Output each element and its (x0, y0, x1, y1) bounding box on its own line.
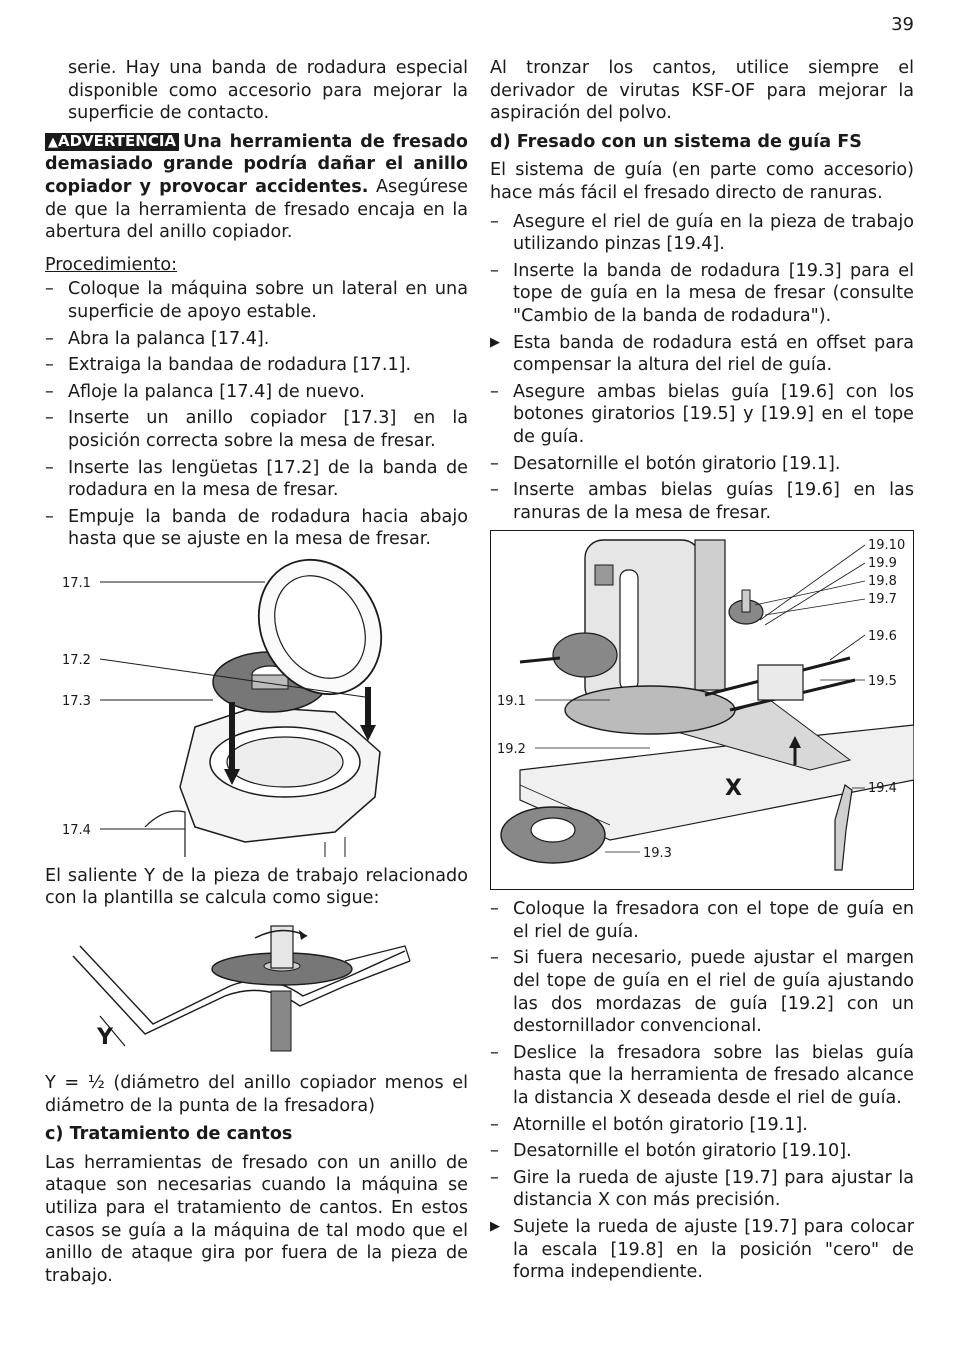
list-item-text: Extraiga la bandaa de rodadura [17.1]. (68, 355, 412, 376)
formula-text: Y = ½ (diámetro del anillo copiador menos el diámetro de la punta de la fresadora) (45, 1073, 468, 1116)
label-19-7: 19.7 (868, 592, 897, 608)
dash-marker: – (45, 355, 54, 376)
label-17-3: 17.3 (62, 693, 91, 709)
list-item-text: Inserte las lengüetas [17.2] de la banda de rodadura en la mesa de fresar. (68, 457, 468, 501)
arrow-bullet-icon: ▶ (490, 1219, 500, 1234)
dash-marker: – (490, 899, 499, 920)
dash-marker: – (45, 457, 54, 478)
list-item-text: Abra la palanca [17.4]. (68, 328, 270, 349)
dash-marker: – (45, 381, 54, 402)
list-item (45, 381, 468, 404)
list-item-text: Empuje la banda de rodadura hacia abajo hasta que se ajuste en la mesa de fresar. (68, 506, 468, 550)
list-item (45, 506, 468, 551)
dash-marker: – (490, 1141, 499, 1162)
list-item (45, 328, 468, 351)
figure-y-projection (45, 916, 468, 1064)
list-item-text: Deslice la fresadora sobre las bielas guía hasta que la herramienta de fresado alcance la distancia X deseada desde el riel de guía. (513, 1042, 914, 1109)
list-item (45, 354, 468, 377)
page-number: 39 (891, 14, 914, 35)
list-item-text: Atornille el botón giratorio [19.1]. (513, 1114, 808, 1135)
label-19-6: 19.6 (868, 629, 897, 645)
label-19-10: 19.10 (868, 538, 906, 554)
list-item-text: Asegure ambas bielas guía [19.6] con los botones giratorios [19.5] y [19.9] en el tope de guía. (513, 381, 914, 447)
label-17-4: 17.4 (62, 822, 91, 838)
dash-marker: – (490, 948, 499, 969)
figure-17-illustration (45, 557, 385, 857)
list-item-text: Sujete la rueda de ajuste [19.7] para colocar la escala [19.8] en la posición "cero" de forma independiente. (513, 1217, 914, 1283)
list-item-text: Inserte ambas bielas guías [19.6] en las ranuras de la mesa de fresar. (513, 480, 914, 523)
right-column (490, 57, 914, 1288)
label-19-3: 19.3 (643, 846, 672, 862)
dash-marker: – (490, 1167, 499, 1188)
dash-marker: – (45, 506, 54, 527)
list-item-text: Coloque la fresadora con el tope de guía en el riel de guía. (513, 899, 914, 942)
label-17-2: 17.2 (62, 652, 91, 668)
dash-marker: – (490, 480, 499, 501)
list-item (490, 332, 914, 377)
list-item (490, 1042, 914, 1110)
figure-19 (490, 530, 914, 890)
label-19-2: 19.2 (497, 742, 526, 758)
label-19-8: 19.8 (868, 574, 897, 590)
dash-marker: – (490, 1042, 499, 1063)
list-item-text: Desatornille el botón giratorio [19.1]. (513, 453, 841, 474)
warning-text: Asegúrese de que la herramienta de fresado encaja en la abertura del anillo copiador. (45, 176, 469, 243)
dash-marker: – (490, 211, 499, 232)
list-item-text: Esta banda de rodadura está en offset para compensar la altura del riel de guía. (513, 332, 914, 376)
list-item (490, 260, 914, 328)
list-item-text: Inserte la banda de rodadura [19.3] para el tope de guía en la mesa de fresar (consulte "Cambio de la banda de rodadura"). (513, 260, 914, 326)
section-c-title: c) Tratamiento de cantos (45, 1124, 293, 1145)
dash-marker: – (490, 260, 499, 281)
guide-system-steps-b (490, 898, 914, 1284)
label-17-1: 17.1 (62, 575, 91, 591)
list-item-text: Gire la rueda de ajuste [19.7] para ajustar la distancia X con más precisión. (513, 1167, 914, 1211)
list-item (45, 407, 468, 452)
dash-marker: – (490, 381, 499, 402)
guide-system-steps-a (490, 211, 914, 525)
arrow-bullet-icon: ▶ (490, 334, 500, 350)
warning-triangle-icon: ▲ (48, 134, 58, 150)
list-item-text: Coloque la máquina sobre un lateral en una superficie de apoyo estable. (68, 279, 468, 322)
label-19-5: 19.5 (868, 674, 897, 690)
list-item-text: Si fuera necesario, puede ajustar el margen del tope de guía en el riel de guía ajustando las dos mordazas de guía [19.2] con un destornillador convencional. (513, 948, 914, 1037)
warning-paragraph (45, 131, 468, 244)
list-item (45, 278, 468, 323)
label-19-1: 19.1 (497, 694, 526, 710)
left-intro: serie. Hay una banda de rodadura especial disponible como accesorio para mejorar la superficie de contacto. (68, 58, 468, 124)
warning-bold-text: Una herramienta de fresado demasiado grande podría dañar el anillo copiador y provocar accidentes. (45, 131, 468, 197)
figure-19-illustration (490, 530, 914, 890)
label-19-9: 19.9 (868, 556, 897, 572)
dash-marker: – (45, 328, 54, 349)
saliente-text: El saliente Y de la pieza de trabajo relacionado con la plantilla se calcula como sigue: (45, 865, 468, 909)
list-item (490, 211, 914, 256)
list-item-text: Desatornille el botón giratorio [19.10]. (513, 1141, 852, 1162)
dash-marker: – (45, 408, 54, 429)
procedure-list (45, 278, 468, 551)
list-item-text: Afloje la palanca [17.4] de nuevo. (68, 381, 365, 402)
list-item (490, 381, 914, 449)
list-item (490, 1114, 914, 1137)
procedure-label: Procedimiento: (45, 254, 178, 275)
x-label: X (725, 776, 742, 802)
section-c-text: Las herramientas de fresado con un anillo de ataque son necesarias cuando la máquina se utiliza para el tratamiento de cantos. En estos casos se guía a la máquina de tal modo que el anillo de ataque gira por fuera de la pieza de trabajo. (45, 1152, 468, 1286)
figure-17 (45, 557, 468, 857)
dash-marker: – (490, 1114, 499, 1135)
list-item (45, 457, 468, 502)
figure-y-illustration (45, 916, 425, 1064)
list-item (490, 947, 914, 1037)
list-item (490, 898, 914, 943)
warning-label: ADVERTENCIA (58, 131, 177, 150)
list-item-text: Inserte un anillo copiador [17.3] en la posición correcta sobre la mesa de fresar. (68, 408, 468, 451)
list-item (490, 1167, 914, 1212)
list-item-text: Asegure el riel de guía en la pieza de trabajo utilizando pinzas [19.4]. (513, 211, 914, 255)
list-item (490, 1140, 914, 1163)
section-d-title: d) Fresado con un sistema de guía FS (490, 131, 862, 152)
section-d-text: El sistema de guía (en parte como accesorio) hace más fácil el fresado directo de ranuras. (490, 160, 914, 203)
list-item (490, 479, 914, 524)
dash-marker: – (490, 453, 499, 474)
dash-marker: – (45, 279, 54, 300)
label-19-4: 19.4 (868, 781, 897, 797)
list-item (490, 1216, 914, 1284)
y-label: Y (97, 1025, 113, 1051)
left-column (45, 57, 468, 1293)
right-intro: Al tronzar los cantos, utilice siempre el derivador de virutas KSF-OF para mejorar la aspiración del polvo. (490, 58, 914, 124)
warning-badge (45, 133, 179, 151)
list-item (490, 453, 914, 476)
